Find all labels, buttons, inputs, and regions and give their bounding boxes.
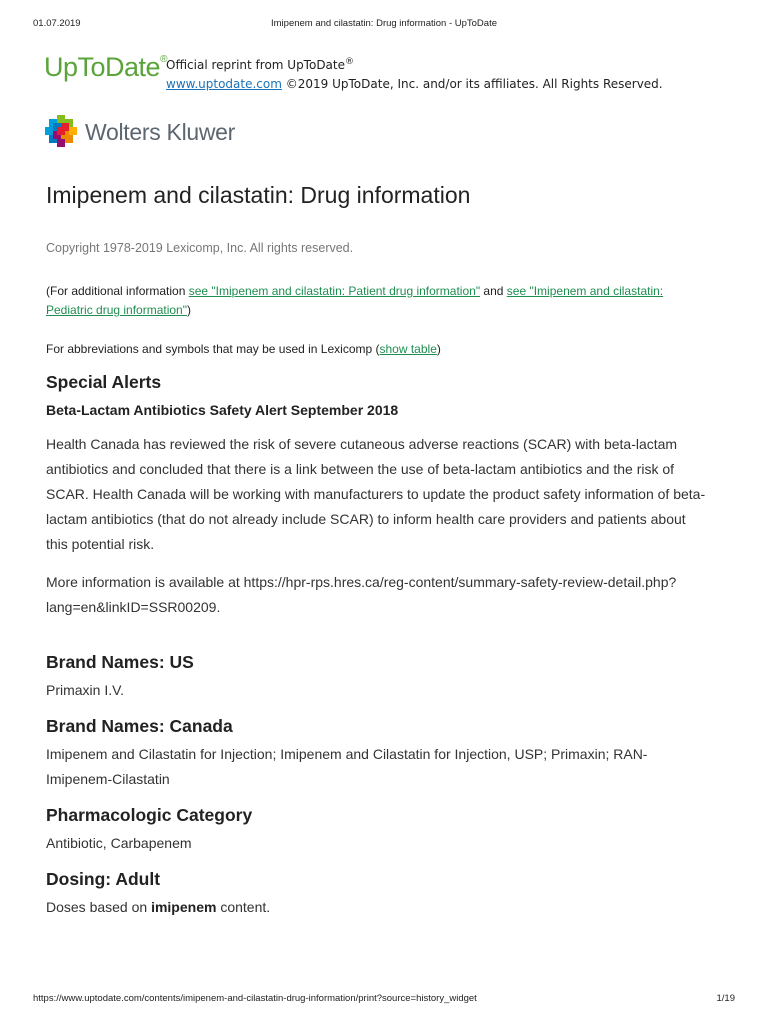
rights-text: ©2019 UpToDate, Inc. and/or its affiliates. All Rights Reserved. (285, 77, 663, 91)
show-table-link[interactable]: show table (379, 342, 437, 356)
brand-names-canada-heading: Brand Names: Canada (46, 716, 233, 736)
abbreviations-note: For abbreviations and symbols that may be used in Lexicomp (show table) (46, 342, 441, 356)
pharmacologic-category-heading: Pharmacologic Category (46, 805, 253, 825)
uptodate-site-link[interactable]: www.uptodate.com (166, 77, 282, 91)
additional-info-note: (For additional information see "Imipenem and cilastatin: Patient drug information" and see "Imipenem and cilastatin: Pediatric drug information") (46, 284, 664, 317)
alert-text: Health Canada has reviewed the risk of severe cutaneous adverse reactions (SCAR) with beta-lactam antibiotics and concluded that there is a link between the use of beta-lactam antibiotics and the risk of SCAR. Health Canada will be working with manufacturers to update the product safety information of beta-lactam antibiotics (that do not already include SCAR) to inform health care providers and patients about this potential risk. (46, 436, 706, 552)
uptodate-logo: UpToDate® (44, 52, 167, 82)
special-alerts-heading: Special Alerts (46, 372, 162, 392)
reprint-text: Official reprint from UpToDate (166, 58, 345, 72)
brand-names-canada-text: Imipenem and Cilastatin for Injection; Imipenem and Cilastatin for Injection, USP; Primaxin; RAN-Imipenem-Cilastatin (46, 746, 648, 787)
reprint-notice: Official reprint from UpToDate® www.uptodate.com ©2019 UpToDate, Inc. and/or its affiliates. All Rights Reserved. (166, 57, 663, 91)
print-url: https://www.uptodate.com/contents/imipenem-and-cilastatin-drug-information/print?source=history_widget (33, 993, 477, 1004)
more-info-text: More information is available at https://hpr-rps.hres.ca/reg-content/summary-safety-review-detail.php?lang=en&linkID=SSR00209. (46, 574, 677, 615)
dosing-adult-text: Doses based on imipenem content. (46, 899, 271, 915)
pediatric-drug-info-link[interactable]: see "Imipenem and cilastatin: Pediatric drug information" (46, 284, 664, 317)
page-number: 1/19 (716, 993, 735, 1004)
article-title: Imipenem and cilastatin: Drug information (46, 182, 471, 208)
pharmacologic-category-text: Antibiotic, Carbapenem (46, 835, 192, 851)
print-date: 01.07.2019 (33, 18, 81, 29)
patient-drug-info-link[interactable]: see "Imipenem and cilastatin: Patient drug information" (188, 284, 481, 298)
dosing-adult-heading: Dosing: Adult (46, 869, 161, 889)
wolters-kluwer-logo-icon (45, 115, 77, 147)
article-content (46, 182, 711, 920)
alert-title: Beta-Lactam Antibiotics Safety Alert September 2018 (46, 402, 399, 418)
brand-names-us-heading: Brand Names: US (46, 652, 194, 672)
wolters-kluwer-name: Wolters Kluwer (85, 119, 236, 145)
brand-names-us-text: Primaxin I.V. (46, 682, 125, 698)
copyright-notice: Copyright 1978-2019 Lexicomp, Inc. All rights reserved. (46, 241, 354, 255)
print-page-title: Imipenem and cilastatin: Drug information - UpToDate (271, 18, 497, 29)
